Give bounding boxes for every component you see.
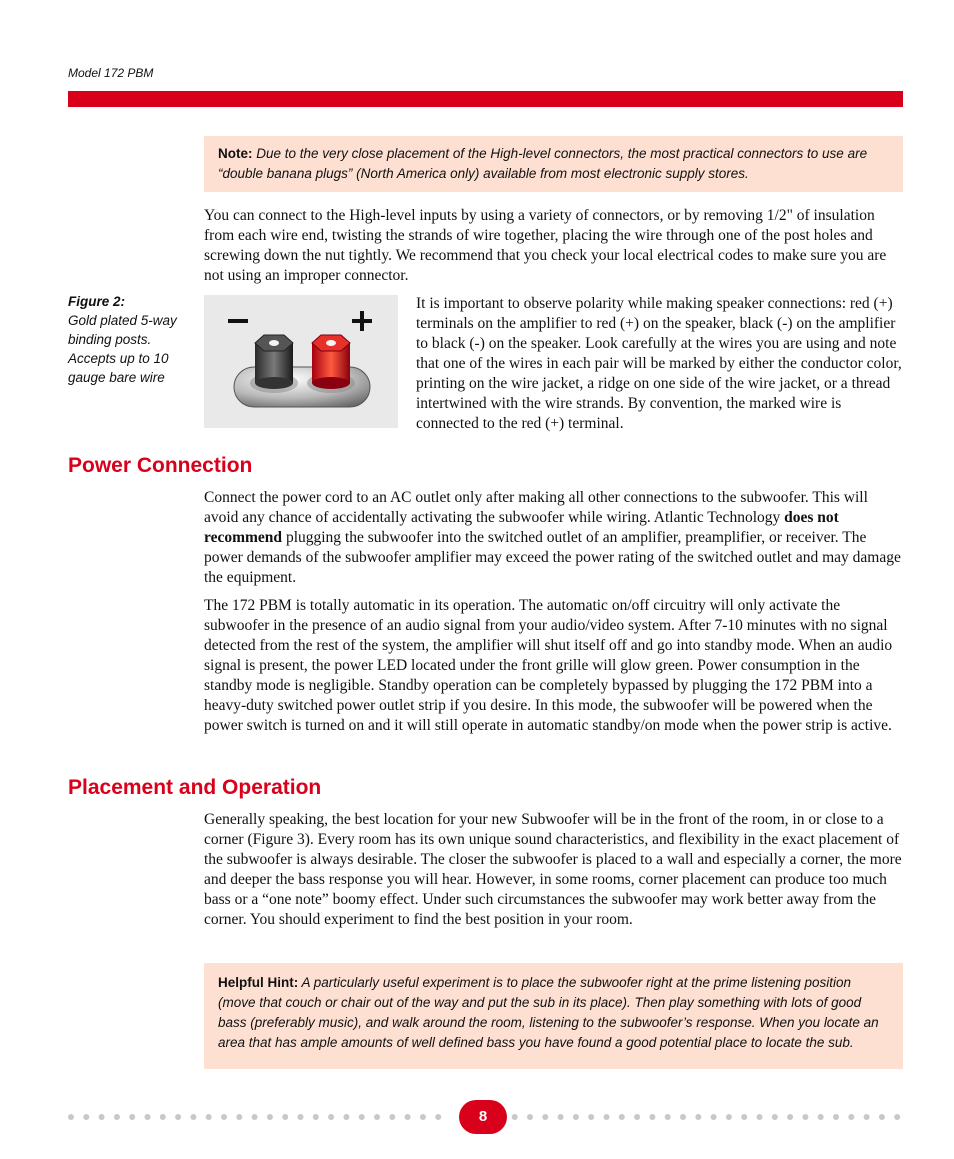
footer-dot — [328, 1114, 334, 1120]
footer-dot — [695, 1114, 701, 1120]
footer-dot — [374, 1114, 380, 1120]
footer-dot — [894, 1114, 900, 1120]
header-red-bar — [68, 91, 903, 107]
footer-dot — [68, 1114, 74, 1120]
footer-dot — [512, 1114, 518, 1120]
footer-dot — [665, 1114, 671, 1120]
black-binding-post-icon — [255, 335, 293, 389]
footer-dot — [649, 1114, 655, 1120]
footer-dot — [282, 1114, 288, 1120]
footer-dot — [405, 1114, 411, 1120]
footer-dot — [711, 1114, 717, 1120]
hint-text: A particularly useful experiment is to place the subwoofer right at the prime listening position (move that couch or chair out of the way and put the sub in its place). Then play something with lots of good bass (preferably music), and walk around the room, listening to the subwoofer’s response. When you locate an area that has ample amounts of well defined bass you have found a good potential place to locate the sub. — [218, 975, 879, 1050]
header-model-name: Model 172 PBM — [68, 66, 154, 80]
footer-dot — [343, 1114, 349, 1120]
power-p1-text-start: Connect the power cord to an AC outlet only after making all other connections to the subwoofer. This will avoid any chance of accidentally activating the subwoofer while wiring. Atlantic Technology — [204, 489, 868, 526]
footer-dot — [83, 1114, 89, 1120]
power-p1-text-end: plugging the subwoofer into the switched outlet of an amplifier, preamplifier, or receiver. The power demands of the subwoofer amplifier may exceed the power rating of the switched outlet and may damage the equipment. — [204, 529, 901, 586]
footer-dot — [129, 1114, 135, 1120]
red-binding-post-icon — [312, 335, 350, 389]
footer-dot — [359, 1114, 365, 1120]
minus-sign-icon — [228, 319, 248, 323]
footer-dot — [802, 1114, 808, 1120]
placement-operation-heading: Placement and Operation — [68, 776, 322, 799]
footer-dot — [221, 1114, 227, 1120]
power-p1-bold-text: does not recommend — [204, 509, 839, 546]
binding-posts-illustration — [204, 295, 398, 428]
footer-dot — [542, 1114, 548, 1120]
footer-dot — [252, 1114, 258, 1120]
page-number-badge: 8 — [459, 1100, 507, 1134]
footer-dot — [236, 1114, 242, 1120]
footer-dot — [558, 1114, 564, 1120]
footer-dot — [848, 1114, 854, 1120]
footer-dot — [145, 1114, 151, 1120]
footer-dot — [818, 1114, 824, 1120]
footer-dot — [389, 1114, 395, 1120]
footer-dot — [99, 1114, 105, 1120]
footer-dot — [175, 1114, 181, 1120]
footer-dot — [573, 1114, 579, 1120]
connectors-paragraph: You can connect to the High-level inputs by using a variety of connectors, or by removing 1/2" of insulation from each wire end, twisting the strands of wire together, placing the wire through one of the post holes and screwing down the nut tightly. We recommend that you check your local electrical codes to make sure you are not using an improper connector. — [204, 207, 887, 284]
binding-posts-figure — [204, 295, 398, 428]
polarity-paragraph: It is important to observe polarity while making speaker connections: red (+) terminals on the amplifier to red (+) on the speaker, black (-) on the amplifier to black (-) on the speaker. Look carefully at the wires you are using and note that one of the wires in each pair will be marked by either the conductor color, printing on the wire jacket, a ridge on one side of the wire jacket, or a thread intertwined with the wire strands. By convention, the marked wire is connected to the red (+) terminal. — [416, 295, 902, 432]
footer-dot — [864, 1114, 870, 1120]
footer-dot — [527, 1114, 533, 1120]
power-paragraph-1 — [204, 488, 904, 588]
note-text: Due to the very close placement of the High-level connectors, the most practical connectors to use are “double banana plugs” (North America only) available from most electronic supply stores. — [218, 146, 868, 181]
footer-dot — [772, 1114, 778, 1120]
footer-dot — [267, 1114, 273, 1120]
footer-dot — [757, 1114, 763, 1120]
footer-dot — [833, 1114, 839, 1120]
figure-2-caption-text: Gold plated 5-way binding posts. Accepts up to 10 gauge bare wire — [68, 313, 177, 385]
footer-dot — [619, 1114, 625, 1120]
plus-sign-icon — [352, 311, 372, 331]
note-callout — [204, 136, 903, 192]
power-paragraph-2: The 172 PBM is totally automatic in its operation. The automatic on/off circuitry will only activate the subwoofer in the presence of an audio signal from your audio/video system. After 7-10 minutes with no signal detected from the rest of the system, the amplifier will shut itself off and go into standby mode. When an audio signal is present, the power LED located under the front grille will glow green. Power consumption in the standby mode is negligible. Standby operation can be completely bypassed by plugging the 172 PBM into a heavy-duty switched power outlet strip if you desire. In this mode, the subwoofer will be powered when the power switch is turned on and it will still operate in automatic standby/on mode when the power strip is active. — [204, 597, 893, 734]
hint-label: Helpful Hint: — [218, 975, 299, 990]
footer-dot — [420, 1114, 426, 1120]
footer-dot — [726, 1114, 732, 1120]
power-connection-heading: Power Connection — [68, 454, 253, 477]
footer-dot — [160, 1114, 166, 1120]
figure-2-label: Figure 2: — [68, 294, 126, 309]
footer-dot — [435, 1114, 441, 1120]
footer-dot — [190, 1114, 196, 1120]
footer-dot — [680, 1114, 686, 1120]
footer-dot — [741, 1114, 747, 1120]
footer-dot — [879, 1114, 885, 1120]
footer-dot — [787, 1114, 793, 1120]
placement-paragraph: Generally speaking, the best location for your new Subwoofer will be in the front of the room, in or close to a corner (Figure 3). Every room has its own unique sound characteristics, and flexibility in the exact placement of the subwoofer is always desirable. The closer the subwoofer is placed to a wall and especially a corner, the more and deeper the bass response you will hear. However, in some rooms, corner placement can produce too much bass or a “one note” boomy effect. Under such circumstances the subwoofer may work better away from the corner. You should experiment to find the best position in your room. — [204, 811, 902, 928]
footer-dot — [114, 1114, 120, 1120]
footer-dot — [206, 1114, 212, 1120]
footer-dot — [298, 1114, 304, 1120]
footer-dot — [634, 1114, 640, 1120]
helpful-hint-callout — [204, 963, 903, 1069]
footer-dot — [604, 1114, 610, 1120]
note-label: Note: — [218, 146, 253, 161]
footer-dot — [588, 1114, 594, 1120]
footer-dot — [313, 1114, 319, 1120]
figure-2-caption — [68, 292, 178, 387]
